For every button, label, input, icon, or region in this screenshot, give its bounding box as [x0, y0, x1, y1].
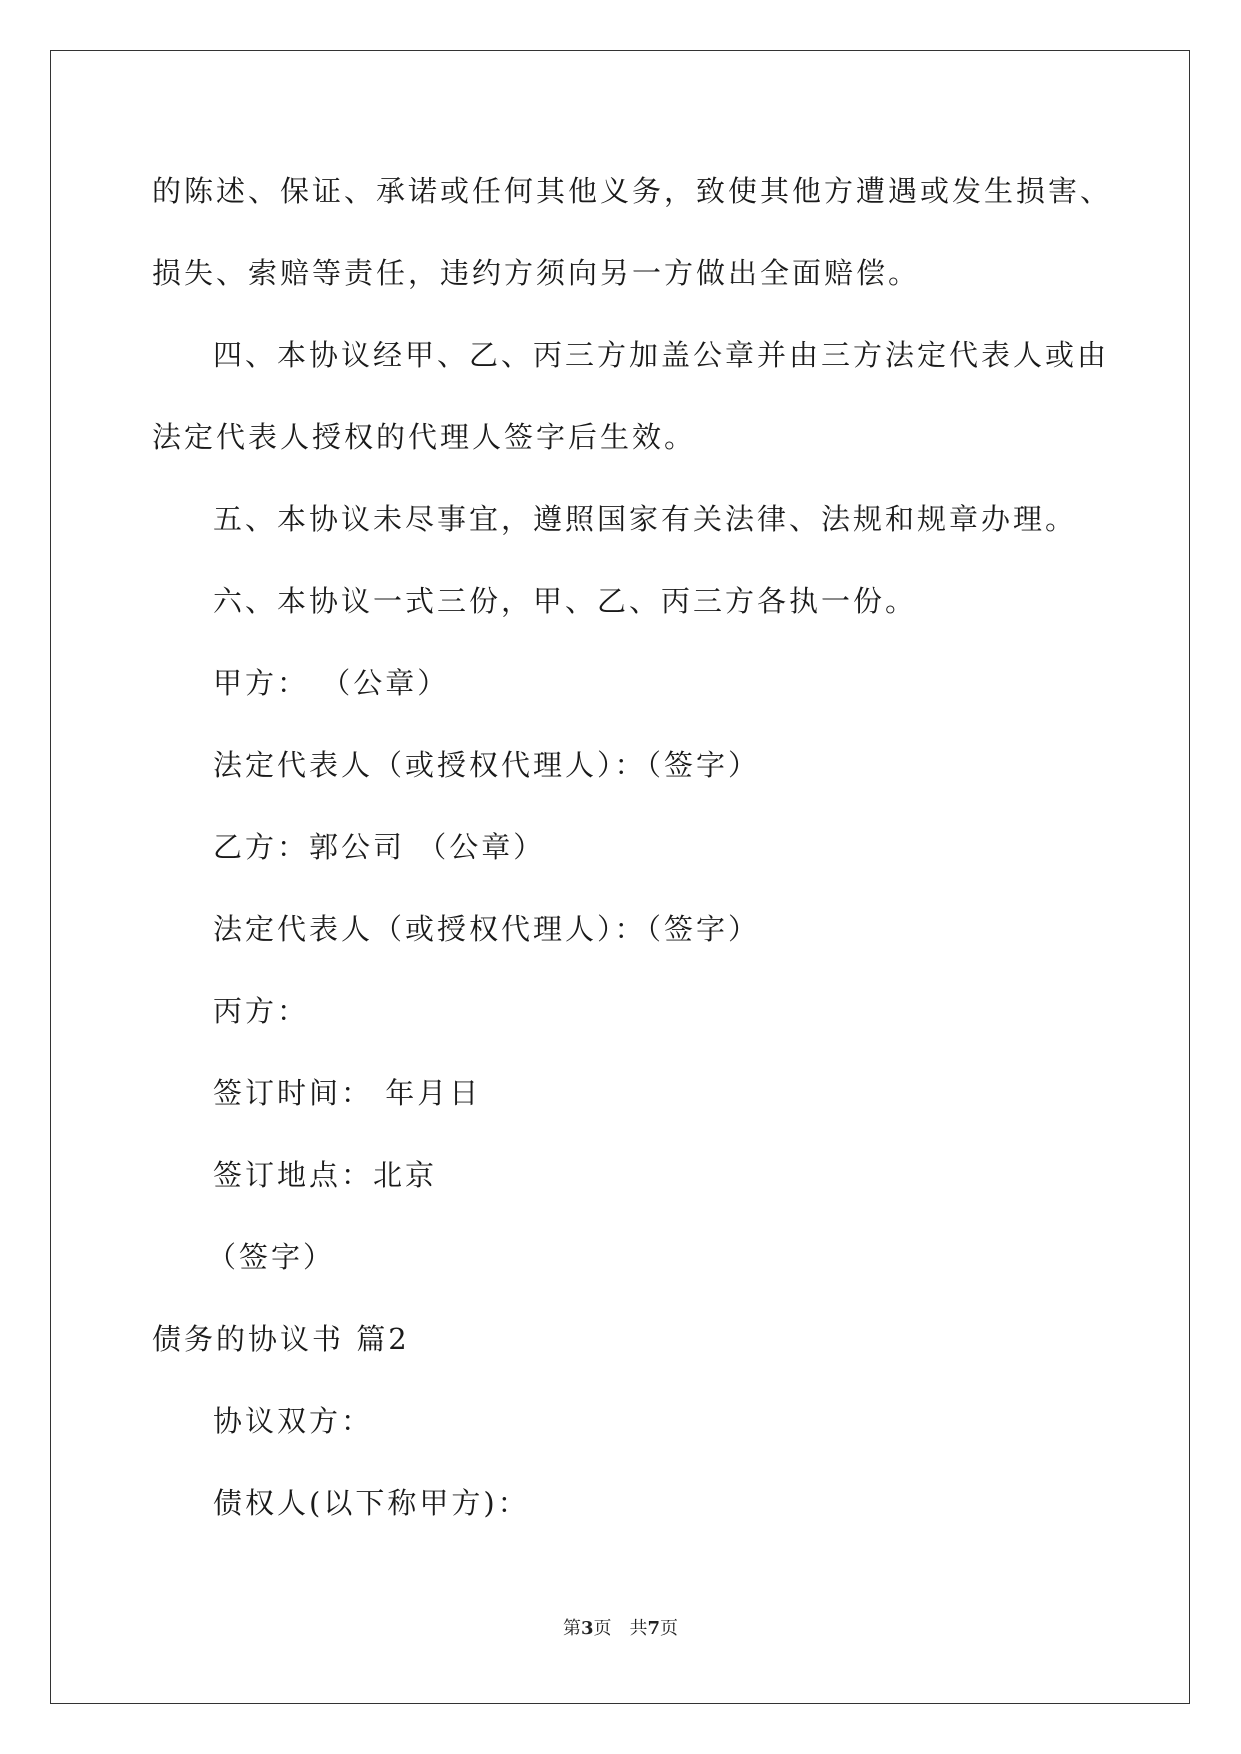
total-prefix: 共 — [629, 1618, 648, 1639]
party-a-seal: 甲方： （公章） — [213, 666, 450, 700]
party-c: 丙方： — [213, 994, 310, 1028]
party-a-representative: 法定代表人（或授权代理人）：（签字） — [213, 748, 761, 782]
page-prefix: 第 — [562, 1618, 581, 1639]
paragraph-line: 的陈述、保证、承诺或任何其他义务，致使其他方遭遇或发生损害、 — [152, 174, 1113, 208]
paragraph-line: 法定代表人授权的代理人签字后生效。 — [152, 420, 697, 454]
signing-date: 签订时间： 年月日 — [213, 1076, 482, 1110]
page-total: 7 — [647, 1618, 661, 1639]
section-heading: 债务的协议书 篇2 — [152, 1322, 410, 1356]
parties-label: 协议双方： — [213, 1404, 374, 1438]
creditor-label: 债权人(以下称甲方)： — [213, 1486, 530, 1520]
party-b-representative: 法定代表人（或授权代理人）：（签字） — [213, 912, 761, 946]
page-footer — [0, 1614, 1241, 1640]
clause-six: 六、本协议一式三份，甲、乙、丙三方各执一份。 — [213, 584, 918, 618]
signing-place: 签订地点：北京 — [213, 1158, 438, 1192]
clause-five: 五、本协议未尽事宜，遵照国家有关法律、法规和规章办理。 — [213, 502, 1078, 536]
signature-note: （签字） — [207, 1240, 336, 1274]
page-border — [50, 50, 1190, 1704]
page-suffix: 页 — [593, 1618, 612, 1639]
clause-four-line: 四、本协议经甲、乙、丙三方加盖公章并由三方法定代表人或由 — [213, 338, 1110, 372]
total-suffix: 页 — [660, 1618, 679, 1639]
party-b-seal: 乙方：郭公司 （公章） — [213, 830, 546, 864]
paragraph-line: 损失、索赔等责任，违约方须向另一方做出全面赔偿。 — [152, 256, 921, 290]
page-current: 3 — [580, 1618, 594, 1639]
